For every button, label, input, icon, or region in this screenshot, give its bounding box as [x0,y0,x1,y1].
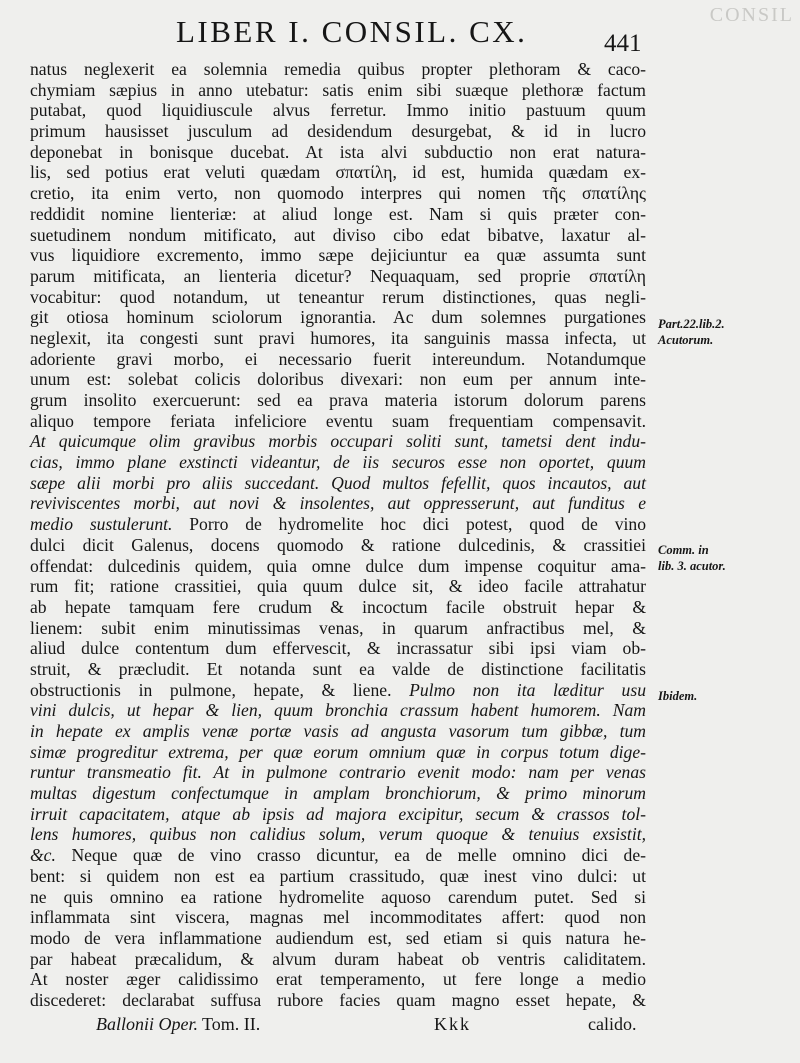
text-line-content: sæpe alii morbi pro aliis succedant. Quod multos fefellit, quos incautos, aut [30,472,646,493]
text-line-content: cretio, ita enim verto, non quomodo interpres qui nomen τῆς σπατίλης [30,183,646,204]
margin-note-line: lib. 3. acutor. [658,559,726,573]
text-line [30,225,646,246]
text-line [30,80,646,101]
text-line [30,949,646,970]
text-line-content: struit, & præcludit. Et notanda sunt ea valde de distinctione facilitatis [30,658,646,679]
text-line-content: Porro de hydromelite hoc dici potest, quod de vino [172,514,646,535]
text-line-content: vus liquidiore excremento, immo sæpe dejiciuntur ea quæ assumta sunt [30,245,646,266]
text-line-content: aliud dulce contentum dum effervescit, & incrassatur sibi ipsi viam ob- [30,638,646,659]
text-line-content: grum insolito exercuerunt: sed ea prava materia istorum dolorum parens [30,390,646,410]
text-line [30,514,646,535]
text-line [30,824,646,845]
text-line [30,804,646,825]
text-line-content: unum est: solebat colicis doloribus divexari: non eum per annum inte- [30,369,646,390]
text-line [30,866,646,887]
text-line [30,990,646,1011]
margin-note-line: Comm. in [658,543,709,557]
text-line [30,556,646,577]
text-line-content: adoriente gravi morbo, ei necessario fuerit intereundum. Notandumque [30,348,646,369]
footer-catchword: calido. [588,1014,637,1034]
text-line [30,473,646,494]
text-line [30,618,646,639]
text-line [30,721,646,742]
text-line-content: multas digestum confectumque in amplam bronchiorum, & primo minorum [30,783,646,804]
text-line [30,245,646,266]
text-line [30,452,646,473]
text-line [30,597,646,618]
text-line-italic-part: Pulmo non ita læditur usu [409,679,646,700]
text-line-content: inflammata sint viscera, magnas mel incommoditates affert: quod non [30,907,646,928]
text-line [30,845,646,866]
text-line-content: discederet: declarabat suffusa rubore facies quam magno esset hepate, & [30,989,646,1010]
text-line-content: parum mitificata, an lienteria dicetur? Nequaquam, sed proprie σπατίλη [30,265,646,286]
text-line [30,431,646,452]
text-line-content: dulci dicit Galenus, docens quomodo & ratione dulcedinis, & crassitiei [30,534,646,555]
text-line-content: vocabitur: quod notandum, ut teneantur rerum distinctiones, quas negli- [30,286,646,307]
text-line-content: git otiosa hominum sciolorum ignorantia. Ac dum solemnes purgationes [30,307,646,328]
text-line-content: irruit capacitatem, atque ab ipsis ad majora excipitur, secum & crassos tol- [30,803,646,824]
page-number: 441 [604,30,642,57]
margin-note [658,688,697,704]
text-line [30,411,646,432]
text-line-italic-part: medio sustulerunt. [30,514,173,535]
text-line-content: primum hausisset jusculum ad desidendum desurgebat, & id in lucro [30,121,646,142]
text-line [30,907,646,928]
text-line-content: suetudinem nondum mitificato, aut diviso cibo edat bibatve, laxatur al- [30,224,646,245]
text-line-content: neglexit, ita congesti sunt pravi humores, ita sanguinis massa infecta, ut [30,327,646,348]
text-line [30,887,646,908]
margin-note-line: Ibidem. [658,689,698,703]
text-line-content: At quicumque olim gravibus morbis occupari soliti sunt, tametsi dent indu- [30,431,646,452]
text-line-italic-part: &c. [30,845,56,866]
text-line [30,142,646,163]
text-line-content: deponebat in bonisque ducebat. At ista alvi subductio non erat natura- [30,141,646,162]
text-line-content: ab hepate tamquam fere crudum & incoctum facile obstruit hepar & [30,596,646,617]
page-footer [96,1014,646,1036]
text-line-content: cias, immo plane exstincti videantur, de iis securos esse non oportet, quum [30,452,646,473]
text-line-content: lis, sed potius erat veluti quædam σπατίλη, id est, humida quædam ex- [30,162,646,183]
text-line-content: modo de vera inflammatione audiendum est, sed etiam si quis natura he- [30,927,646,948]
text-line-content: natus neglexerit ea solemnia remedia quibus propter plethoram & caco- [30,59,646,79]
text-line-content: in hepate ex amplis venæ portæ vasis ad angusta vasorum tum gibbæ, tum [30,721,646,741]
text-line [30,183,646,204]
text-line [30,204,646,225]
running-header: LIBER I. CONSIL. CX. [176,14,528,49]
text-line-content: bent: si quidem non est ea partium crassitudo, quæ inest vino dulci: ut [30,865,646,886]
text-line-content: obstructionis in pulmone, hepate, & liene. [30,679,410,700]
footer-author: Ballonii Oper. [96,1014,198,1034]
bleed-through-text: CONSIL [709,4,794,26]
text-line-content: lienem: subit enim minutissimas venas, in quarum anfractibus mel, & [30,617,646,638]
margin-note [658,316,725,348]
text-line [30,742,646,763]
main-text-block [30,59,646,1011]
text-line [30,493,646,514]
text-line [30,928,646,949]
text-line [30,349,646,370]
text-line [30,328,646,349]
footer-volume: Tom. II. [202,1014,261,1034]
text-line-content: lens humores, quibus non calidius solum, verum quoque & tenuius exsistit, [30,824,646,845]
text-line-content: vini dulcis, ut hepar & lien, quum bronchia crassum habent humorem. Nam [30,700,646,721]
margin-note-line: Part.22.lib.2. [658,317,725,331]
text-line [30,576,646,597]
text-line [30,783,646,804]
text-line [30,369,646,390]
footer-signature: Kkk [434,1014,471,1034]
text-line-content: simæ progreditur extrema, per quæ eorum omnium quæ in corpus totum dige- [30,741,646,762]
text-line [30,969,646,990]
text-line [30,266,646,287]
text-line-content: aliquo tempore feriata infeliciore eventu suam frequentiam compensavit. [30,410,646,431]
text-line [30,287,646,308]
text-line-content: ne quis omnino ea ratione hydromelite aquoso carendum putet. Sed si [30,886,646,907]
text-line [30,100,646,121]
text-line-content: chymiam sæpius in anno utebatur: satis enim sibi suæque plethoræ factum [30,79,646,100]
text-line [30,700,646,721]
text-line-content: par habeat præcalidum, & alvum duram habeat ob ventris caliditatem. [30,948,646,969]
margin-note [658,542,726,574]
text-line [30,762,646,783]
text-line-content: putabat, quod liquidiuscule alvus ferretur. Immo initio pastuum quum [30,100,646,121]
text-line [30,162,646,183]
margin-note-line: Acutorum. [658,333,714,347]
text-line [30,659,646,680]
text-line-content: reviviscentes morbi, aut novi & insolentes, aut oppresserunt, aut funditus e [30,493,646,514]
text-line-content: rum fit; ratione crassitiei, quia quum dulce sit, & ideo facile attrahatur [30,576,646,597]
text-line [30,680,646,701]
text-line-content: At noster æger calidissimo erat temperamento, ut fere longe a medio [30,969,646,990]
text-line-content: reddidit nomine lienteriæ: at aliud longe est. Nam si quis præter con- [30,203,646,224]
text-line [30,638,646,659]
text-line-content: Neque quæ de vino crasso dicuntur, ea de melle omnino dici de- [55,845,646,866]
text-line [30,59,646,80]
text-line [30,535,646,556]
text-line-content: runtur transmeatio fit. At in pulmone contrario evenit modo: nam per venas [30,762,646,783]
text-line-content: offendat: dulcedinis quidem, quia omne dulce dum impense coquitur ama- [30,555,646,576]
text-line [30,307,646,328]
text-line [30,390,646,411]
text-line [30,121,646,142]
